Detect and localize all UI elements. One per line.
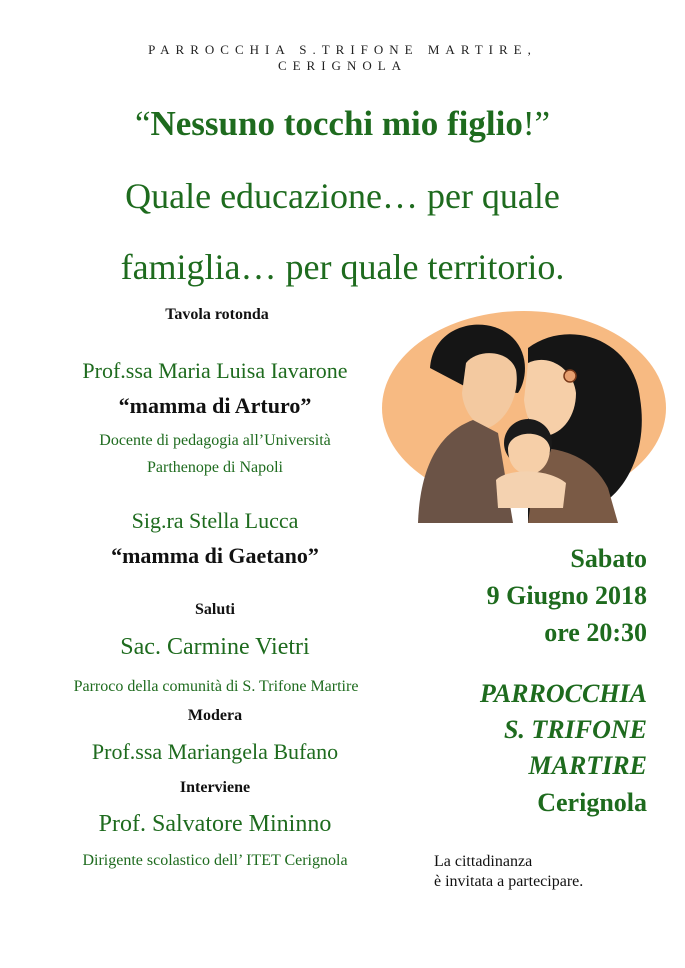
moderator-label: Modera bbox=[187, 707, 243, 724]
event-datetime bbox=[387, 540, 647, 651]
invite-line2: è invitata a partecipare. bbox=[434, 873, 584, 890]
title-main: Nessuno tocchi mio figlio bbox=[150, 104, 523, 143]
speaker-name: Prof. Salvatore Mininno bbox=[98, 811, 332, 837]
speaker1-name: Prof.ssa Maria Luisa Iavarone bbox=[82, 358, 348, 383]
speaker2-name: Sig.ra Stella Lucca bbox=[131, 508, 299, 533]
subtitle-line2: famiglia… per quale territorio. bbox=[120, 247, 565, 287]
speaker1-role-line1: Docente di pedagogia all’Università bbox=[99, 432, 331, 449]
title-close: !” bbox=[522, 104, 551, 143]
event-time: ore 20:30 bbox=[544, 618, 647, 647]
parish-header bbox=[20, 42, 665, 74]
speaker1-quote: “mamma di Arturo” bbox=[118, 393, 312, 418]
roundtable-label: Tavola rotonda bbox=[165, 306, 269, 323]
moderator-name: Prof.ssa Mariangela Bufano bbox=[91, 739, 339, 764]
greetings-label: Saluti bbox=[194, 601, 235, 618]
poster-title bbox=[0, 104, 685, 144]
title-open-quote: “ bbox=[134, 104, 151, 143]
subtitle-line1: Quale educazione… per quale bbox=[125, 176, 560, 216]
greetings-role: Parroco della comunità di S. Trifone Martire bbox=[73, 678, 359, 695]
event-place-line1: PARROCCHIA bbox=[479, 679, 647, 708]
speaker-label: Interviene bbox=[179, 779, 251, 796]
event-day: Sabato bbox=[570, 544, 647, 573]
speaker2-quote: “mamma di Gaetano” bbox=[111, 543, 319, 568]
speaker1-role bbox=[20, 427, 410, 481]
event-city: Cerignola bbox=[537, 788, 647, 817]
parish-header-line1: PARROCCHIA S.TRIFONE MARTIRE, bbox=[148, 42, 537, 57]
invite-line1: La cittadinanza bbox=[434, 853, 533, 870]
event-date: 9 Giugno 2018 bbox=[486, 581, 647, 610]
speaker1-role-line2: Parthenope di Napoli bbox=[147, 459, 283, 476]
event-place-line2: S. TRIFONE bbox=[503, 715, 647, 744]
family-illustration bbox=[378, 308, 670, 526]
greetings-name: Sac. Carmine Vietri bbox=[120, 634, 310, 660]
event-place-line3: MARTIRE bbox=[528, 751, 647, 780]
parish-header-line2: CERIGNOLA bbox=[277, 58, 408, 73]
speaker-role: Dirigente scolastico dell’ ITET Cerignola bbox=[82, 852, 348, 869]
invitation-note bbox=[434, 852, 654, 892]
event-location bbox=[387, 676, 647, 821]
